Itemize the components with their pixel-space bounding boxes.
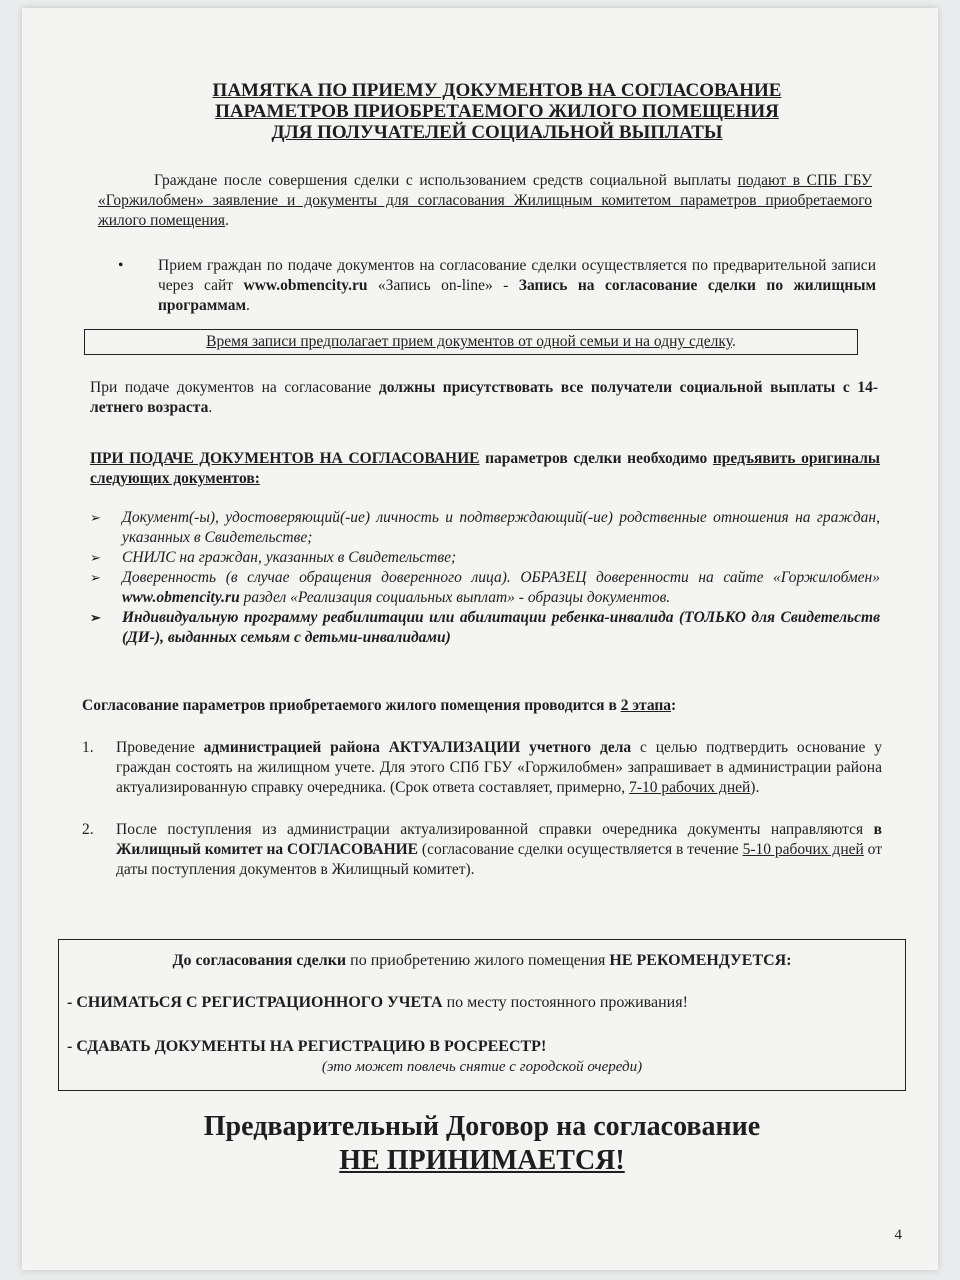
warning-line-1	[59, 992, 905, 1014]
required-docs-heading	[90, 449, 880, 489]
stage-2-text-3: от даты поступления документов в Жилищный комитет).	[116, 841, 882, 878]
stage-2-text: После поступления из администрации актуализированной справки очередника документы направляются	[116, 821, 874, 838]
doc-item-1: Документ(-ы), удостоверяющий(-ие) личность и подтверждающий(-ие) родственные отношения на граждан, указанных в Свидетельстве;	[122, 509, 880, 546]
record-time-box: Время записи предполагает прием документов от одной семьи и на одну сделку.	[84, 329, 858, 355]
final-notice-line-1: Предварительный Договор на согласование	[203, 1111, 761, 1142]
list-item	[86, 508, 880, 548]
document-title	[172, 80, 822, 143]
final-notice-line-2: НЕ ПРИНИМАЕТСЯ!	[339, 1145, 625, 1176]
doc-item-3-end: раздел «Реализация социальных выплат» - образцы документов.	[239, 589, 671, 606]
presence-bold: должны присутствовать все получатели социальной выплаты с 14-летнего возраста	[90, 379, 878, 416]
doc-site-link[interactable]: www.obmencity.ru	[122, 589, 240, 606]
title-line-2: ПАРАМЕТРОВ ПРИОБРЕТАЕМОГО ЖИЛОГО ПОМЕЩЕНИЯ	[215, 101, 779, 122]
stage-2-bold: в Жилищный комитет на СОГЛАСОВАНИЕ	[116, 821, 882, 858]
arrow-bullet-icon: ➢	[90, 550, 101, 565]
required-heading-text: параметров сделки необходимо	[479, 450, 713, 467]
stage-2-number: 2.	[82, 821, 94, 838]
stages-count: 2 этапа	[620, 697, 672, 714]
stage-2-text-2: (согласование сделки осуществляется в течение	[418, 841, 743, 858]
title-line-1: ПАМЯТКА ПО ПРИЕМУ ДОКУМЕНТОВ НА СОГЛАСОВАНИЕ	[212, 80, 782, 101]
stage-1-text-3: ).	[750, 779, 760, 796]
site-link[interactable]: www.obmencity.ru	[243, 277, 368, 294]
list-item: • Прием граждан по подаче документов на согласование сделки осуществляется по предварительной записи через сайт www.obmencity.ru «Запись on-line» - Запись на согласование сделки по жилищным программам.	[118, 257, 876, 314]
stage-1-term: 7-10 рабочих дней	[629, 779, 751, 796]
intro-paragraph: Граждане после совершения сделки с использованием средств социальной выплаты подают в СПБ ГБУ «Горжилобмен» заявление и документы для согласования Жилищным комитетом параметров приобретаемого жилого помещения.	[98, 172, 873, 229]
stage-1-number: 1.	[82, 739, 94, 756]
intro-underlined-text: подают в СПБ ГБУ «Горжилобмен» заявление и документы для согласования Жилищным комитетом параметров приобретаемого жилого помещения	[98, 172, 873, 229]
required-heading-underlined-2: предъявить оригиналы следующих документов:	[90, 450, 880, 487]
bullet-marker: •	[118, 257, 124, 274]
list-item	[86, 548, 880, 568]
doc-item-4: Индивидуальную программу реабилитации или абилитации ребенка-инвалида (ТОЛЬКО для Свидетельств (ДИ-), выданных семьям с детьми-инвалидами)	[122, 609, 880, 646]
bullet-bold-text: Запись на согласование сделки по жилищным программам	[158, 277, 876, 314]
final-notice	[82, 1110, 882, 1178]
warning-line-1-bold: - СНИМАТЬСЯ С РЕГИСТРАЦИОННОГО УЧЕТА	[67, 994, 443, 1011]
bullet-text: Прием граждан по подаче документов на согласование сделки осуществляется по предварительной записи через сайт	[158, 257, 876, 294]
warning-line-1-text: по месту постоянного проживания!	[442, 994, 688, 1011]
doc-item-2: СНИЛС на граждан, указанных в Свидетельстве;	[122, 549, 457, 566]
page-number: 4	[894, 1227, 902, 1243]
arrow-bullet-icon: ➢	[90, 610, 101, 625]
presence-text: При подаче документов на согласование	[90, 379, 379, 396]
stage-1-text: Проведение	[116, 739, 204, 756]
stage-1-text-2: с целью подтвердить основание у граждан состоять на жилищном учете. Для этого СПб ГБУ «Горжилобмен» запрашивает в администрации района актуализированную справку очередника. (Срок ответа составляет, примерно,	[116, 739, 882, 796]
stage-1	[82, 738, 882, 798]
stages-intro: Согласование параметров приобретаемого жилого помещения проводится в 2 этапа:	[82, 697, 677, 714]
doc-item-3: Доверенность (в случае обращения доверенного лица). ОБРАЗЕЦ доверенности на сайте «Горжилобмен»	[122, 569, 880, 586]
arrow-bullet-icon: ➢	[90, 510, 101, 525]
list-item	[86, 608, 880, 648]
warning-heading-bold: До согласования сделки	[172, 952, 347, 969]
warning-heading-bold-2: НЕ РЕКОМЕНДУЕТСЯ:	[609, 952, 792, 969]
warning-line-2: - СДАВАТЬ ДОКУМЕНТЫ НА РЕГИСТРАЦИЮ В РОСРЕЕСТР!	[67, 1038, 547, 1055]
stage-1-bold: администрацией района АКТУАЛИЗАЦИИ учетного дела	[203, 739, 632, 756]
warning-box	[58, 939, 906, 1091]
online-record-bullet	[118, 256, 876, 316]
required-heading-underlined: ПРИ ПОДАЧЕ ДОКУМЕНТОВ НА СОГЛАСОВАНИЕ	[90, 450, 480, 467]
documents-list	[86, 508, 880, 648]
stages-intro-text: Согласование параметров приобретаемого жилого помещения проводится в	[82, 697, 621, 714]
title-line-3: ДЛЯ ПОЛУЧАТЕЛЕЙ СОЦИАЛЬНОЙ ВЫПЛАТЫ	[271, 122, 723, 143]
document-page	[22, 8, 938, 1270]
stages-list	[82, 738, 882, 880]
presence-paragraph: При подаче документов на согласование должны присутствовать все получатели социальной выплаты с 14-летнего возраста.	[90, 379, 878, 416]
intro-text: Граждане после совершения сделки с использованием средств социальной выплаты	[154, 172, 738, 189]
list-item	[86, 568, 880, 608]
warning-note: (это может повлечь снятие с городской очереди)	[321, 1059, 643, 1075]
warning-heading	[59, 950, 905, 972]
stage-2	[82, 820, 882, 880]
bullet-text-2: «Запись on-line» -	[367, 277, 519, 294]
warning-heading-text: по приобретению жилого помещения	[346, 952, 610, 969]
stage-2-term: 5-10 рабочих дней	[742, 841, 864, 858]
arrow-bullet-icon: ➢	[90, 570, 101, 585]
record-time-text: Время записи предполагает прием документов от одной семьи и на одну сделку	[206, 333, 732, 350]
